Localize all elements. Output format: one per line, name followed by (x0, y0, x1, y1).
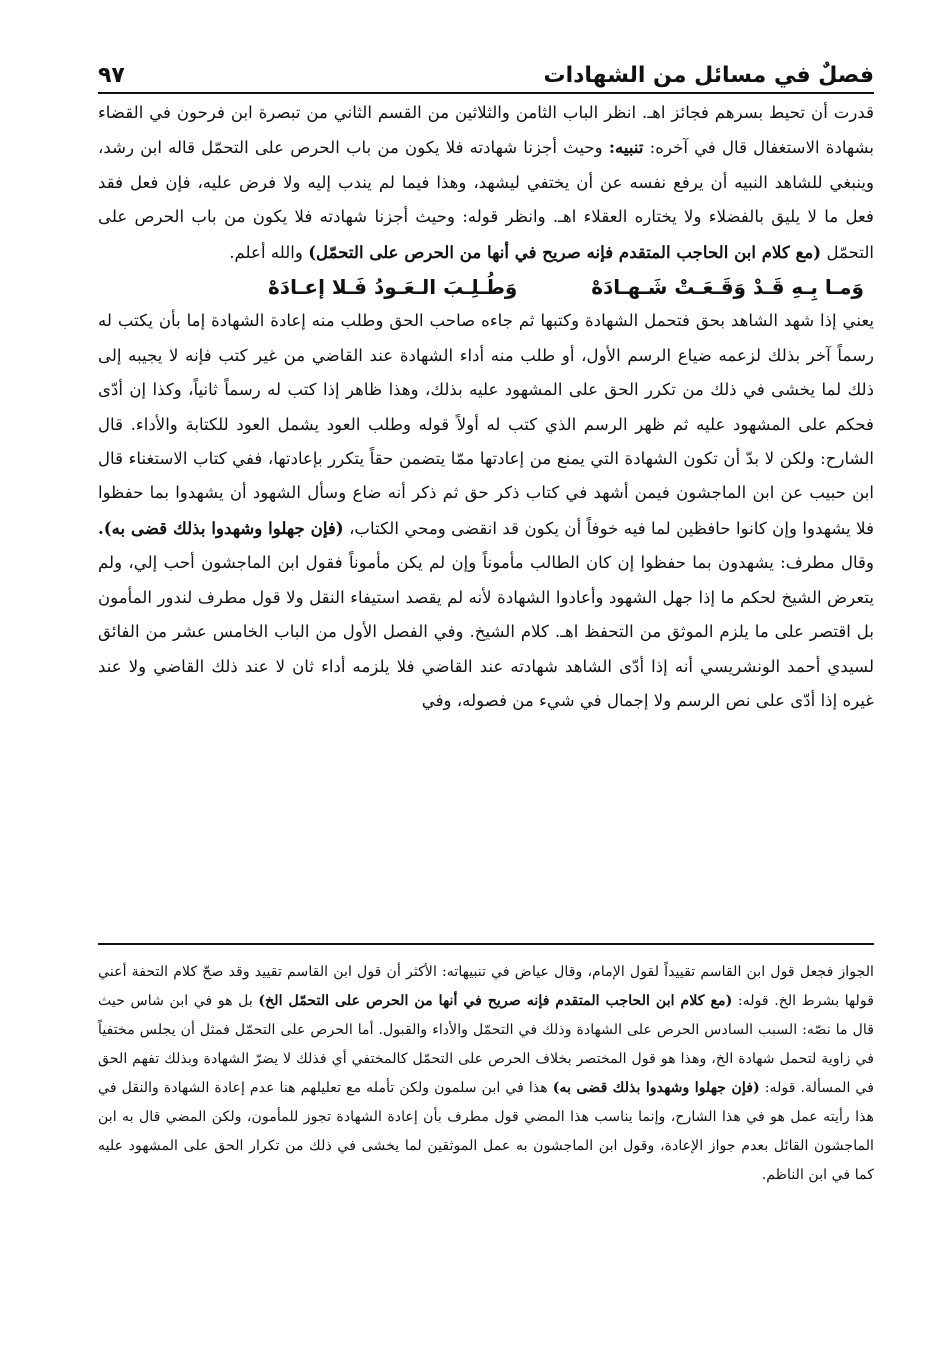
footnote-quote-2: (فإن جهلوا وشهدوا بذلك قضى به) (552, 1080, 760, 1096)
paragraph-1-closing: والله أعلم. (229, 242, 303, 262)
paragraph-2 (98, 304, 874, 718)
verse-first-hemistich: وَمـا بِـهِ قَـدْ وَقَـعَـتْ شَـهـادَهْ (591, 275, 864, 300)
running-title: فصلٌ في مسائل من الشهادات (543, 63, 874, 88)
page-number: ٩٧ (98, 63, 125, 88)
footnote-quote-1: (مع كلام ابن الحاجب المتقدم فإنه صريح في أنها من الحرص على التحمّل الخ) (258, 993, 733, 1009)
paragraph-2-text-a: يعني إذا شهد الشاهد بحق فتحمل الشهادة وكتبها ثم جاءه صاحب الحق وطلب منه إعادة الشهادة إما بأن يكتب له رسماً آخر بذلك لزعمه ضياع الرسم الأول، أو طلب منه أداء الشهادة عند القاضي من غير كتب فإنه لا يجيبه إلى ذلك لما يخشى في ذلك من تكرر الحق على المشهود عليه بذلك، وهذا ظاهر إذا كتب له رسماً ثانياً، وكذا إن أدّى فحكم على المشهود عليه ثم ظهر الرسم الذي كتب له أولاً قوله وطلب العود يشمل العود للكتابة والأداء. قال الشارح: ولكن لا بدّ أن تكون الشهادة التي يمنع من إعادتها ممّا يتضمن حقاً يتكرر بإعادتها، ففي كتاب الاستغناء قال ابن حبيب عن ابن الماجشون فيمن أشهد في كتاب ذكر حق ثم ذكر أنه ضاع وسأل الشهود أن يشهدوا بما حفظوا فلا يشهدوا وإن كانوا حافظين لما فيه خوفاً أن يكون قد انقضى ومحي الكتاب، (98, 311, 875, 538)
paragraph-1-quote: (مع كلام ابن الحاجب المتقدم فإنه صريح في أنها من الحرص على التحمّل) (308, 241, 822, 262)
footnote-text-e: هذا في ابن سلمون ولكن تأمله مع تعليلهم هنا عدم إعادة الشهادة والنقل في هذا رأيته عمل هو في هذا الشارح، وإنما يناسب هذا المضي قول مطرف بأن إعادة الشهادة تجوز للمأمون، ولكن المضي قال به ابن الماجشون القائل بعدم جواز الإعادة، وقول ابن الماجشون به عمل الموثقين لما يخشى في ذلك من تكرار الحق على المشهود عليه كما في ابن الناظم. (98, 1080, 874, 1183)
main-text (98, 96, 874, 718)
footnote (98, 958, 874, 1190)
paragraph-1-note-label: تنبيه: (608, 137, 644, 158)
footnote-paragraph (98, 958, 874, 1190)
paragraph-1 (98, 96, 874, 270)
verse-second-hemistich: وَطُـلِـبَ الـعَـودُ فَـلا إعـادَهْ (268, 275, 518, 300)
page-header (98, 40, 874, 94)
paragraph-2-quote: (فإن جهلوا وشهدوا بذلك قضى به). (98, 517, 344, 538)
paragraph-2-text-c: وقال مطرف: يشهدون بما حفظوا إن كان الطالب مأموناً وإن لم يكن مأموناً فقول ابن الماجشون أحب إلي، ولم يتعرض الشيخ لحكم ما إذا جهل الشهود وأعادوا الشهادة لأنه لم يقصد استيفاء النقل ولا قول مطرف لندور المأمون بل اقتصر على ما يلزم الموثق من التحفظ اهـ. كلام الشيخ. وفي الفصل الأول من الباب الخامس عشر من الفائق لسيدي أحمد الونشريسي أنه إذا أدّى الشاهد شهادته عند القاضي فلا يلزمه أداء ثان لا عند ذلك القاضي ولا عند غيره إذا أدّى على نص الرسم ولا إجمال في شيء من فصوله، وفي (98, 553, 875, 710)
paragraph-1-text-c: وحيث أجزنا شهادته فلا يكون من باب الحرص على التحمّل قاله ابن رشد، وينبغي للشاهد النبيه أن يرفع نفسه عن أن يختفي ليشهد، وهذا فيما لم يندب إليه ولا فرض عليه، فإن فعل فقد فعل ما لا يليق بالفضلاء ولا يختاره العقلاء اهـ. وانظر قوله: وحيث أجزنا شهادته فلا يكون من باب الحرص على التحمّل (98, 138, 874, 262)
footnote-separator (98, 943, 874, 945)
paragraph-1-text-a: قدرت أن تحيط بسرهم فجائز اهـ. انظر الباب الثامن والثلاثين من القسم الثاني من تبصرة ابن فرحون في القضاء بشهادة الاستغفال قال في آخره: (98, 103, 875, 158)
footnote-text-a: الجواز فجعل قول ابن القاسم تقييداً لقول الإمام، وقال عياض في تنبيهاته: الأكثر أن قول ابن القاسم تقييد وقد صحّ كلام التحفة أعني قولها بشرط الخ. قوله: (98, 964, 874, 1009)
verse-line (98, 270, 874, 304)
footnote-text-c: بل هو في ابن شاس حيث قال ما نصّه: السبب السادس الحرص على الشهادة وذلك في التحمّل والأداء والقبول. أما الحرص على التحمّل فمثل أن يجلس مختفياً في زاوية لتحمل شهادة الخ، وهذا هو قول المختصر بخلاف الحرص على التحمّل كالمختفي أي فذلك لا يضرّ الشهادة وبذلك تفهم الحق في المسألة. قوله: (98, 993, 874, 1096)
